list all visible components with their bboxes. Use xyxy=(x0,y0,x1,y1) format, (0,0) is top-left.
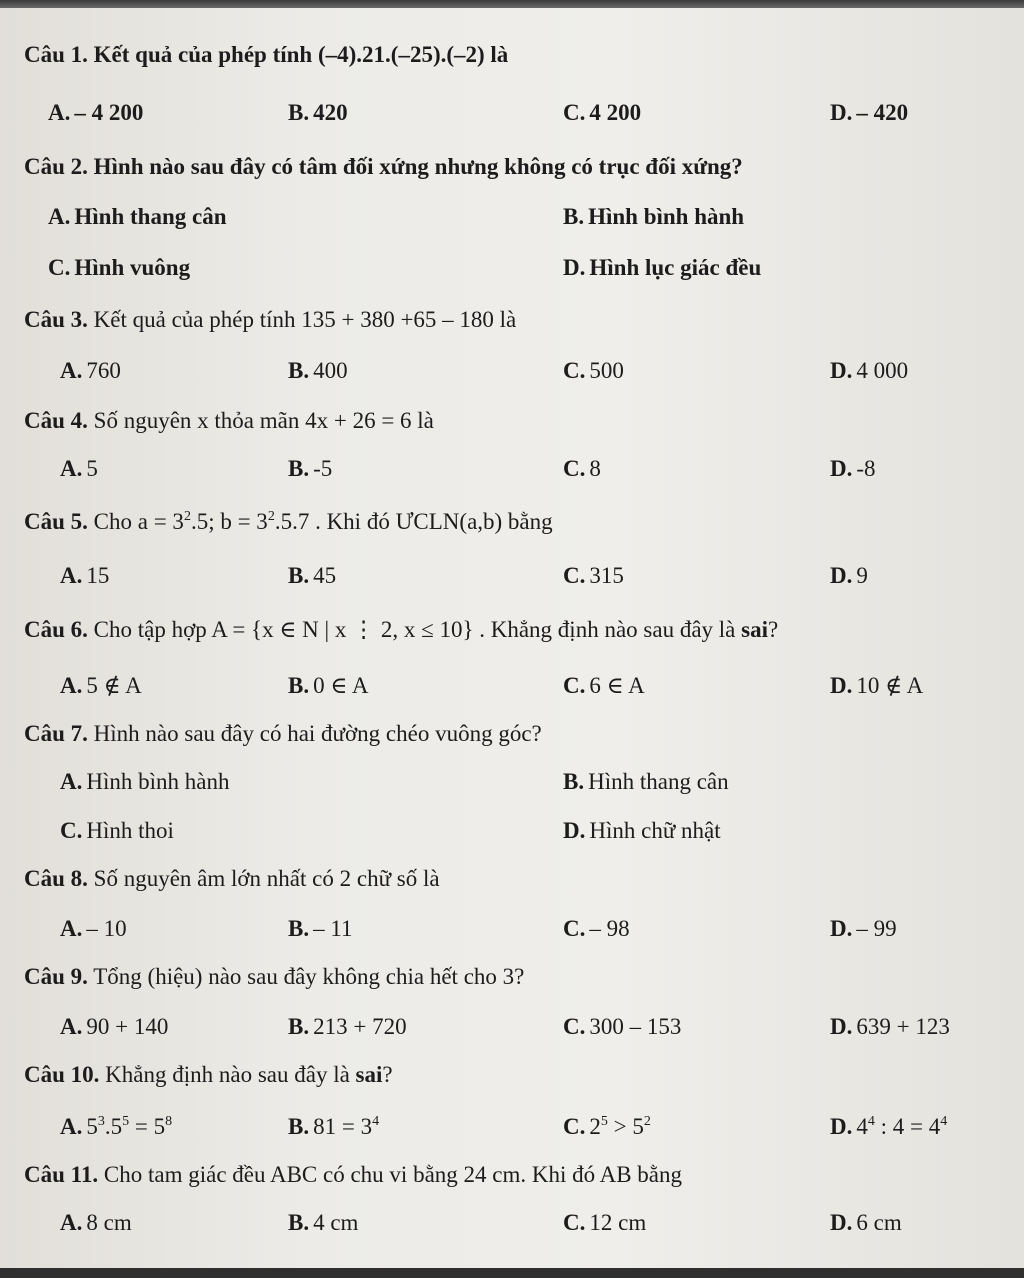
question-6 xyxy=(24,617,1014,643)
option-a[interactable]: A. 5 ∉ A xyxy=(60,673,142,698)
question-number: Câu 6. xyxy=(24,617,88,642)
option-c[interactable]: C. Hình thoi xyxy=(60,818,174,843)
option-c[interactable]: C. 300 – 153 xyxy=(563,1014,682,1039)
option-a[interactable]: A. – 10 xyxy=(60,916,127,941)
option-c[interactable]: C. $2^5 > 5^2$ xyxy=(563,1114,651,1139)
photo-bottom-edge xyxy=(0,1268,1024,1278)
option-c[interactable]: C. 315 xyxy=(563,563,624,588)
question-text: Tổng (hiệu) nào sau đây không chia hết cho 3? xyxy=(93,964,525,989)
question-text: Kết quả của phép tính (–4).21.(–25).(–2) là xyxy=(93,42,509,67)
option-d[interactable]: D. Hình chữ nhật xyxy=(563,818,721,843)
question-text: Khẳng định nào sau đây là sai? xyxy=(105,1062,393,1087)
option-a[interactable]: A. Hình bình hành xyxy=(60,769,230,794)
option-b[interactable]: B. 4 cm xyxy=(288,1210,359,1235)
option-c[interactable]: C. 4 200 xyxy=(563,100,642,125)
question-1 xyxy=(24,42,1014,68)
option-b[interactable]: B. 420 xyxy=(288,100,348,125)
question-10 xyxy=(24,1062,1014,1088)
option-c[interactable]: C. 8 xyxy=(563,456,601,481)
option-b[interactable]: B. Hình bình hành xyxy=(563,204,745,229)
option-d[interactable]: D. 10 ∉ A xyxy=(830,673,924,698)
photo-top-edge xyxy=(0,0,1024,8)
question-number: Câu 8. xyxy=(24,866,88,891)
option-d[interactable]: D. 4 000 xyxy=(830,358,909,383)
question-number: Câu 1. xyxy=(24,42,88,67)
question-text: Cho tập hợp A = {x ∈ N | x ⋮ 2, x ≤ 10} . Khẳng định nào sau đây là sai? xyxy=(93,617,779,642)
option-b[interactable]: B. 0 ∈ A xyxy=(288,673,369,698)
option-a[interactable]: A. 15 xyxy=(60,563,110,588)
question-number: Câu 11. xyxy=(24,1162,99,1187)
option-c[interactable]: C. 6 ∈ A xyxy=(563,673,645,698)
option-c[interactable]: C. Hình vuông xyxy=(48,255,191,280)
question-2 xyxy=(24,154,1014,180)
option-a[interactable]: A. 5 xyxy=(60,456,98,481)
option-b[interactable]: B. $81 = 3^4$ xyxy=(288,1114,380,1139)
option-b[interactable]: B. 213 + 720 xyxy=(288,1014,407,1039)
question-3 xyxy=(24,307,1014,333)
question-number: Câu 10. xyxy=(24,1062,100,1087)
question-number: Câu 5. xyxy=(24,509,88,534)
option-d[interactable]: D. 9 xyxy=(830,563,868,588)
question-number: Câu 3. xyxy=(24,307,88,332)
question-number: Câu 9. xyxy=(24,964,88,989)
option-a[interactable]: A. $5^3.5^5 = 5^8$ xyxy=(60,1114,173,1139)
option-b[interactable]: B. -5 xyxy=(288,456,333,481)
question-9 xyxy=(24,964,1014,990)
question-text: Hình nào sau đây có tâm đối xứng nhưng không có trục đối xứng? xyxy=(93,154,743,179)
question-text: Hình nào sau đây có hai đường chéo vuông góc? xyxy=(93,721,542,746)
option-d[interactable]: D. – 420 xyxy=(830,100,909,125)
question-text: Số nguyên x thỏa mãn 4x + 26 = 6 là xyxy=(93,408,434,433)
option-d[interactable]: D. – 99 xyxy=(830,916,897,941)
option-a[interactable]: A. 90 + 140 xyxy=(60,1014,169,1039)
question-7 xyxy=(24,721,1014,747)
question-text: Kết quả của phép tính 135 + 380 +65 – 180 là xyxy=(93,307,517,332)
option-d[interactable]: D. Hình lục giác đều xyxy=(563,255,762,280)
question-number: Câu 2. xyxy=(24,154,88,179)
question-number: Câu 4. xyxy=(24,408,88,433)
option-c[interactable]: C. 500 xyxy=(563,358,624,383)
question-text: Số nguyên âm lớn nhất có 2 chữ số là xyxy=(93,866,440,891)
option-b[interactable]: B. 45 xyxy=(288,563,337,588)
option-c[interactable]: C. – 98 xyxy=(563,916,630,941)
question-number: Câu 7. xyxy=(24,721,88,746)
option-d[interactable]: D. 639 + 123 xyxy=(830,1014,950,1039)
question-text: Cho tam giác đều ABC có chu vi bằng 24 cm. Khi đó AB bằng xyxy=(103,1162,683,1187)
option-b[interactable]: B. 400 xyxy=(288,358,348,383)
worksheet-page xyxy=(0,8,1024,1270)
option-d[interactable]: D. 6 cm xyxy=(830,1210,902,1235)
option-d[interactable]: D. -8 xyxy=(830,456,876,481)
option-a[interactable]: A. Hình thang cân xyxy=(48,204,227,229)
question-text: Cho $a = 3^2.5$; $b = 3^2.5.7$ . Khi đó ƯCLN(a,b) bằng xyxy=(93,509,553,534)
option-a[interactable]: A. – 4 200 xyxy=(48,100,144,125)
option-b[interactable]: B. – 11 xyxy=(288,916,353,941)
option-a[interactable]: A. 760 xyxy=(60,358,121,383)
option-c[interactable]: C. 12 cm xyxy=(563,1210,647,1235)
question-4 xyxy=(24,408,1014,434)
option-b[interactable]: B. Hình thang cân xyxy=(563,769,729,794)
option-d[interactable]: D. $4^4$ : $4 = 4^4$ xyxy=(830,1114,948,1139)
question-11 xyxy=(24,1162,1014,1188)
option-a[interactable]: A. 8 cm xyxy=(60,1210,132,1235)
question-5 xyxy=(24,509,1014,535)
question-8 xyxy=(24,866,1014,892)
